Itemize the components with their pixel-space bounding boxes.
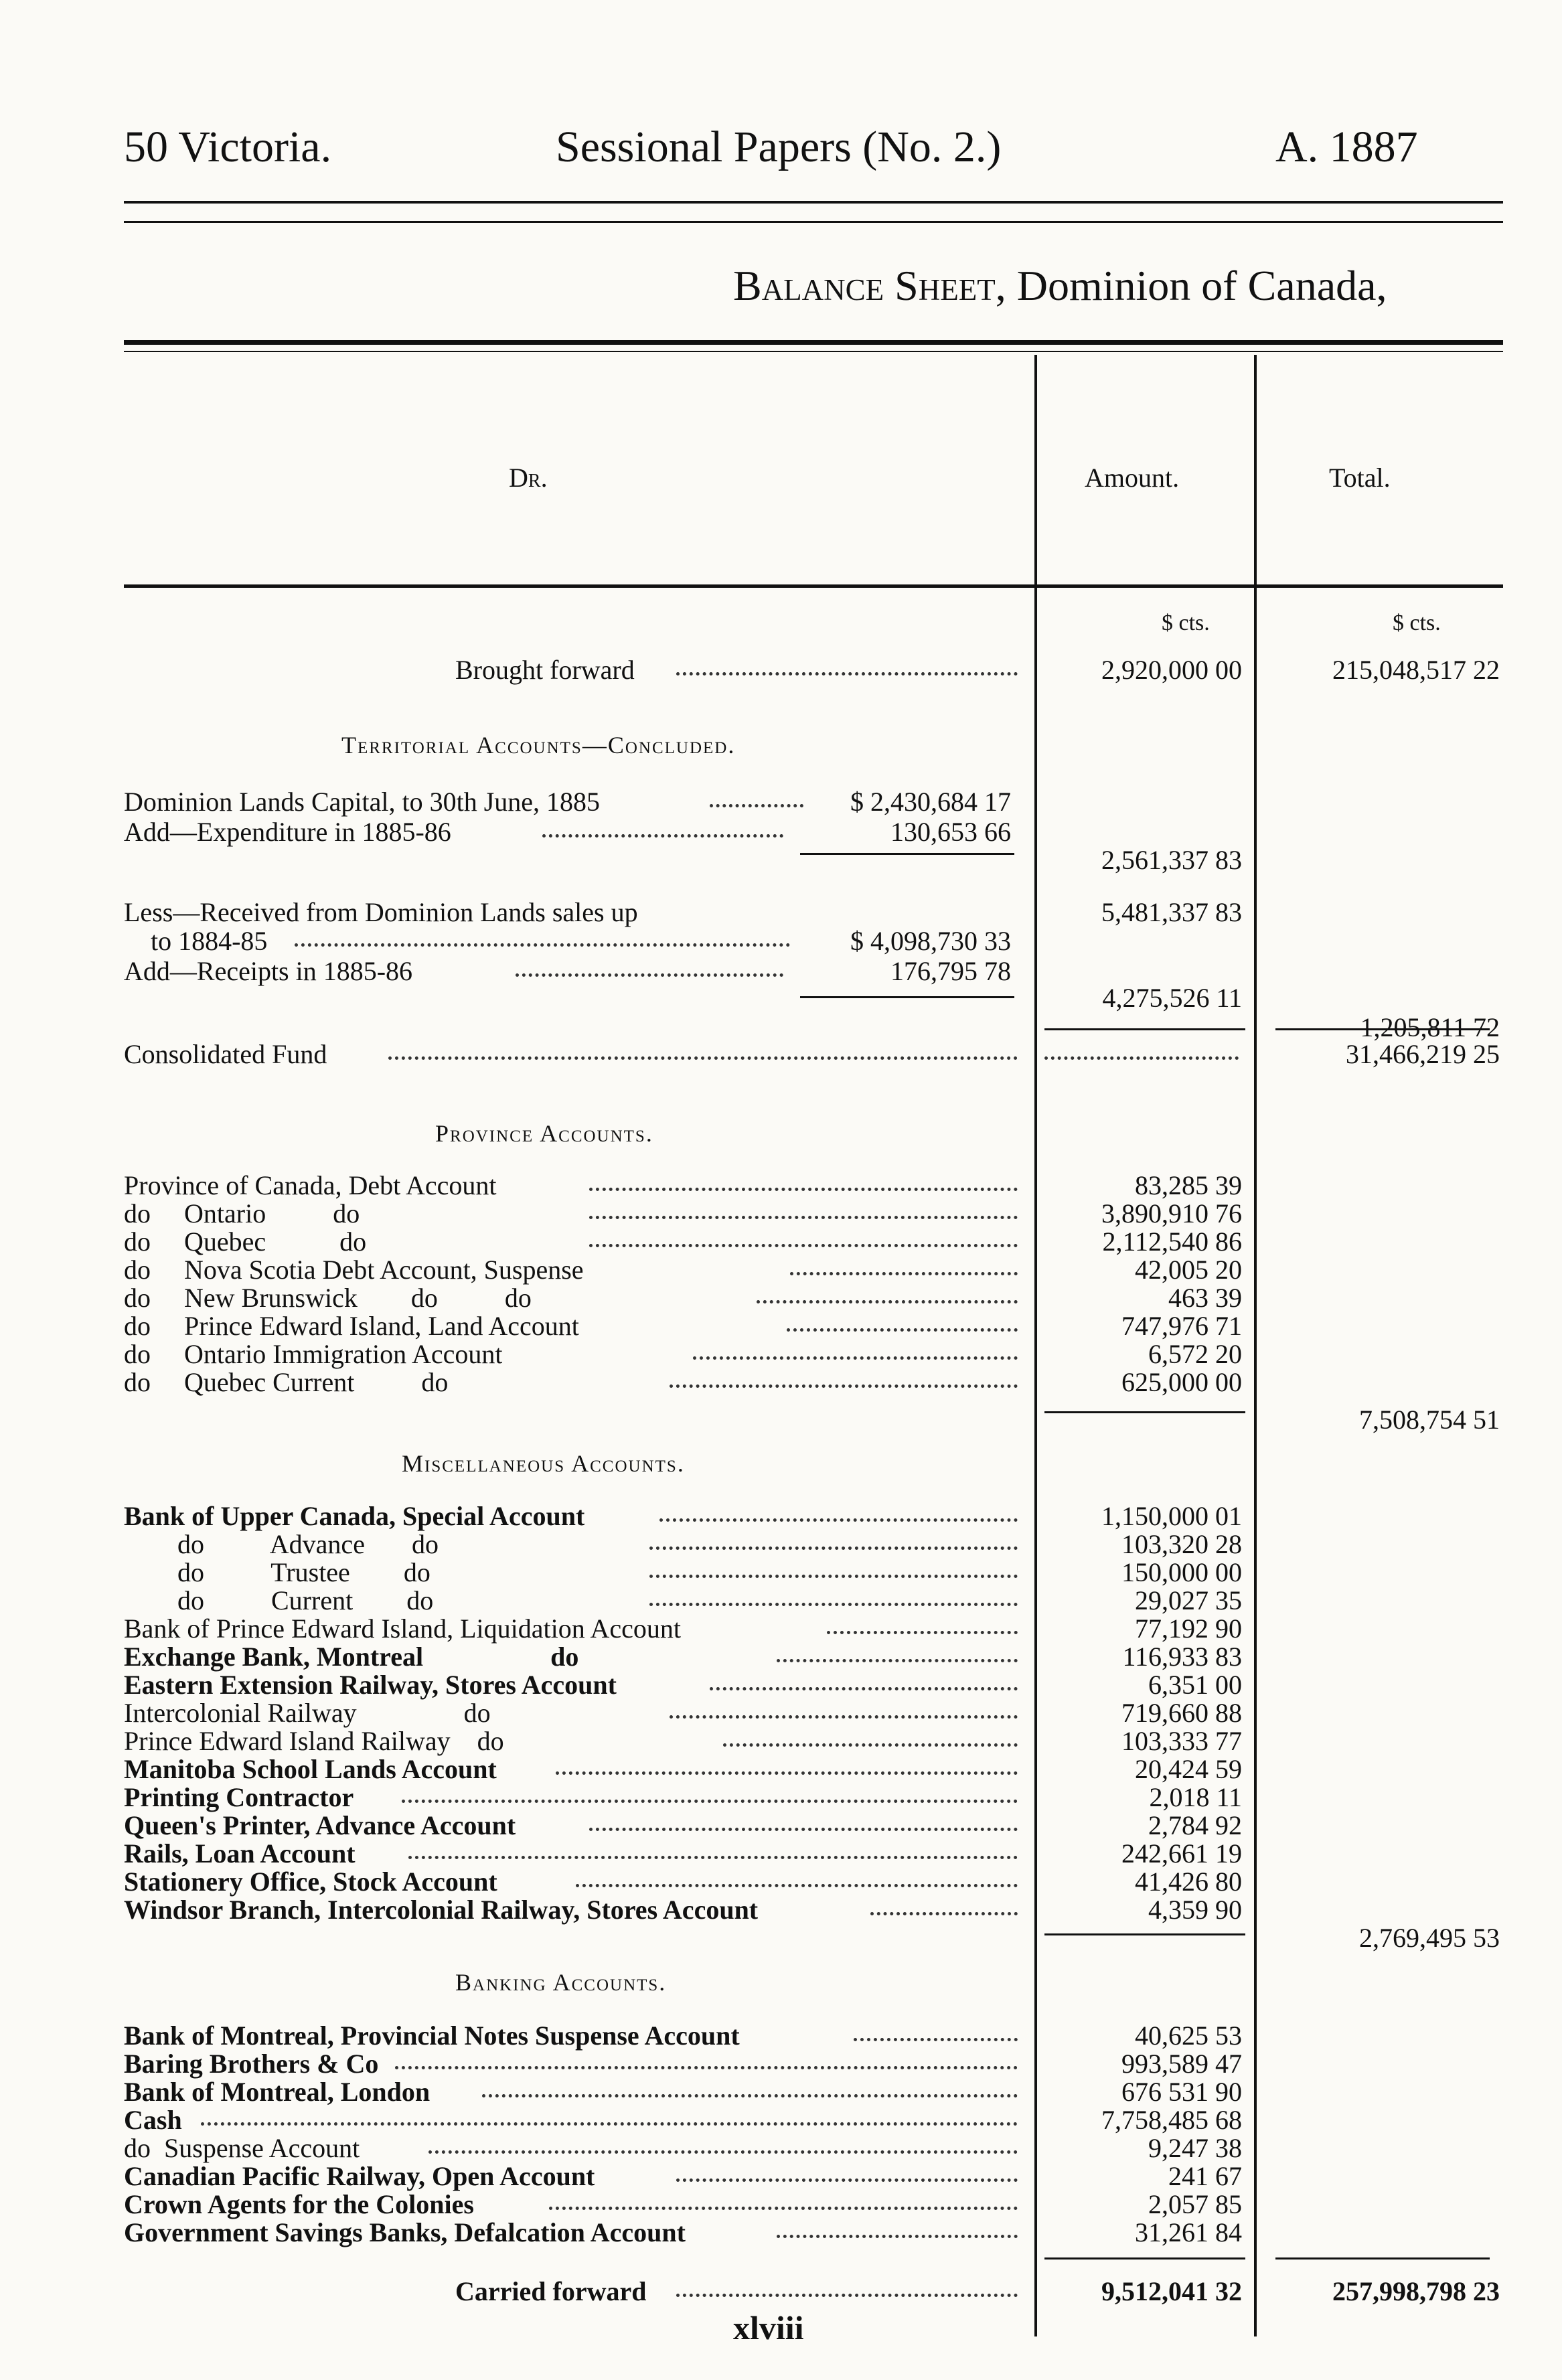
page-folio: xlviii (733, 2309, 804, 2347)
province-amount: 2,112,540 86 (1102, 1226, 1242, 1257)
province-amount: 42,005 20 (1135, 1255, 1242, 1285)
province-label: Province of Canada, Debt Account (124, 1170, 497, 1200)
leader-dots (676, 2294, 1018, 2297)
misc-amount: 103,320 28 (1121, 1529, 1242, 1559)
leader-dots (556, 1771, 1018, 1775)
misc-label: Eastern Extension Railway, Stores Account (124, 1670, 617, 1700)
leader-dots (777, 2235, 1018, 2238)
province-label: do Ontario Immigration Account (124, 1339, 503, 1369)
column-total: Total. (1329, 463, 1391, 493)
leader-dots (295, 943, 790, 947)
less-received-value: $ 4,098,730 33 (850, 926, 1011, 956)
banking-amount: 993,589 47 (1121, 2049, 1242, 2079)
add-expenditure-value: 130,653 66 (890, 817, 1011, 847)
leader-dots (790, 1272, 1018, 1275)
less-received-label: Less—Received from Dominion Lands sales up (124, 897, 638, 927)
misc-amount: 41,426 80 (1135, 1867, 1242, 1897)
leader-dots (201, 2122, 1018, 2126)
banking-amount: 9,247 38 (1148, 2133, 1242, 2163)
misc-row (0, 1585, 1562, 1616)
consolidated-fund-label: Consolidated Fund (124, 1039, 327, 1069)
brought-forward-row (0, 655, 1562, 686)
misc-amount: 150,000 00 (1121, 1557, 1242, 1587)
province-amount: 747,976 71 (1121, 1311, 1242, 1341)
leader-dots (649, 1546, 1018, 1550)
misc-label: do Advance do (124, 1529, 439, 1559)
misc-amount: 719,660 88 (1121, 1698, 1242, 1728)
misc-label: Manitoba School Lands Account (124, 1754, 497, 1784)
leader-dots (549, 2207, 1018, 2210)
table-top-rule-thin (124, 351, 1503, 352)
total-units: $ cts. (1393, 611, 1441, 635)
misc-amount: 29,027 35 (1135, 1585, 1242, 1615)
consolidated-fund-row (0, 1039, 1562, 1070)
leader-dots (402, 1800, 1018, 1803)
misc-label: Printing Contractor (124, 1782, 354, 1812)
subtotal1-amount: 2,561,337 83 (1101, 845, 1242, 875)
leader-dots (693, 1356, 1018, 1360)
banking-row (0, 2020, 1562, 2051)
carried-total-rule (1275, 2257, 1490, 2259)
leader-dots (827, 1631, 1018, 1634)
misc-row (0, 1726, 1562, 1757)
leader-dots (649, 1575, 1018, 1578)
province-label: do Quebec Current do (124, 1367, 449, 1397)
banking-heading: Banking Accounts. (455, 1969, 667, 1996)
header-double-rule-bottom (124, 221, 1503, 223)
misc-amount: 2,018 11 (1149, 1782, 1242, 1812)
province-row (0, 1255, 1562, 1285)
province-total: 7,508,754 51 (1359, 1405, 1500, 1435)
misc-label: Prince Edward Island Railway do (124, 1726, 504, 1756)
misc-amount: 77,192 90 (1135, 1613, 1242, 1644)
province-row (0, 1311, 1562, 1342)
column-amount: Amount. (1085, 463, 1180, 493)
banking-label: Bank of Montreal, London (124, 2077, 431, 2107)
consolidated-fund-total: 31,466,219 25 (1346, 1039, 1500, 1069)
province-label: do Quebec do (124, 1226, 367, 1257)
misc-row (0, 1782, 1562, 1813)
misc-label: Windsor Branch, Intercolonial Railway, Stores Account (124, 1895, 759, 1925)
province-row (0, 1226, 1562, 1257)
banking-label: Bank of Montreal, Provincial Notes Suspense Account (124, 2020, 740, 2051)
leader-dots (670, 1715, 1018, 1719)
leader-dots (395, 2066, 1018, 2069)
leader-dots (576, 1884, 1018, 1887)
misc-amount: 103,333 77 (1121, 1726, 1242, 1756)
banking-amount: 31,261 84 (1135, 2217, 1242, 2247)
leader-dots (589, 1216, 1018, 1219)
province-label: do New Brunswick do do (124, 1283, 532, 1313)
banking-label: Baring Brothers & Co (124, 2049, 379, 2079)
banking-label: Canadian Pacific Railway, Open Account (124, 2161, 595, 2191)
misc-label: Exchange Bank, Montreal do (124, 1642, 579, 1672)
banking-label: Cash (124, 2105, 182, 2135)
misc-row (0, 1557, 1562, 1588)
leader-dots (482, 2094, 1018, 2097)
leader-dots (589, 1244, 1018, 1247)
misc-row (0, 1754, 1562, 1785)
leader-dots (659, 1518, 1018, 1522)
banking-amount: 676 531 90 (1121, 2077, 1242, 2107)
leader-dots (723, 1743, 1018, 1747)
province-label: do Prince Edward Island, Land Account (124, 1311, 579, 1341)
brought-forward-label: Brought forward (455, 655, 635, 685)
lands-capital-row (0, 787, 1562, 817)
banking-amount: 241 67 (1168, 2161, 1242, 2191)
less-received-cont-row (0, 926, 1562, 957)
province-total-row (0, 1405, 1562, 1435)
leader-dots (649, 1603, 1018, 1606)
leader-dots (757, 1300, 1018, 1303)
carried-forward-amount: 9,512,041 32 (1101, 2276, 1242, 2306)
page-title (733, 261, 1387, 311)
leader-dots (870, 1912, 1018, 1915)
banking-row (0, 2161, 1562, 2192)
leader-dots (542, 834, 783, 838)
misc-row (0, 1529, 1562, 1560)
misc-amount: 242,661 19 (1121, 1838, 1242, 1869)
banking-row (0, 2133, 1562, 2164)
misc-label: Bank of Prince Edward Island, Liquidation Account (124, 1613, 682, 1644)
misc-label: do Current do (124, 1585, 434, 1615)
banking-row (0, 2049, 1562, 2079)
less-received-row (0, 897, 1562, 928)
leader-dots (1044, 1056, 1239, 1060)
misc-label: Rails, Loan Account (124, 1838, 356, 1869)
province-row (0, 1283, 1562, 1314)
misc-label: Intercolonial Railway do (124, 1698, 491, 1728)
leader-dots (670, 1384, 1018, 1388)
column-heading-rule (124, 584, 1503, 588)
misc-amount: 2,784 92 (1148, 1810, 1242, 1840)
misc-row (0, 1670, 1562, 1700)
misc-total-row (0, 1923, 1562, 1954)
leader-dots (388, 1056, 1018, 1060)
province-amount: 83,285 39 (1135, 1170, 1242, 1200)
subtotal2-amount: 5,481,337 83 (1101, 897, 1242, 927)
misc-row (0, 1867, 1562, 1897)
lands-capital-label: Dominion Lands Capital, to 30th June, 1885 (124, 787, 601, 817)
leader-dots (589, 1828, 1018, 1831)
misc-amount: 20,424 59 (1135, 1754, 1242, 1784)
subtotal3-amount: 4,275,526 11 (1102, 983, 1242, 1013)
carried-forward-label: Carried forward (455, 2276, 647, 2306)
subtotal3-row (0, 983, 1562, 1014)
misc-amount: 4,359 90 (1148, 1895, 1242, 1925)
amount-units: $ cts. (1162, 611, 1210, 635)
misc-row (0, 1698, 1562, 1729)
table-top-rule-thick (124, 340, 1503, 345)
territorial-heading: Territorial Accounts—Concluded. (341, 732, 736, 759)
banking-label: Crown Agents for the Colonies (124, 2189, 474, 2219)
less-received-cont-label: to 1884-85 (151, 926, 268, 956)
banking-label: Government Savings Banks, Defalcation Account (124, 2217, 686, 2247)
banking-amount: 40,625 53 (1135, 2020, 1242, 2051)
misc-label: Queen's Printer, Advance Account (124, 1810, 516, 1840)
carried-amount-rule (1044, 2257, 1245, 2259)
leader-dots (589, 1188, 1018, 1191)
leader-dots (854, 2038, 1018, 2041)
add-expenditure-row (0, 817, 1562, 848)
brought-forward-total: 215,048,517 22 (1332, 655, 1500, 685)
title-dominion: , Dominion of Canada, (995, 262, 1387, 309)
banking-amount: 2,057 85 (1148, 2189, 1242, 2219)
carried-forward-row (0, 2276, 1562, 2307)
banking-row (0, 2189, 1562, 2220)
subtotal1-row (0, 845, 1562, 876)
banking-row (0, 2105, 1562, 2136)
header-session: 50 Victoria. (124, 123, 332, 171)
add-receipts-value: 176,795 78 (890, 956, 1011, 986)
column-dr: Dr. (509, 463, 548, 493)
province-label: do Ontario do (124, 1198, 360, 1228)
misc-label: Bank of Upper Canada, Special Account (124, 1501, 585, 1531)
header-double-rule-top (124, 201, 1503, 204)
banking-amount: 7,758,485 68 (1101, 2105, 1242, 2135)
misc-label: Stationery Office, Stock Account (124, 1867, 497, 1897)
province-row (0, 1339, 1562, 1370)
territorial-total: 1,205,811 72 (1360, 1012, 1500, 1042)
misc-amount: 6,351 00 (1148, 1670, 1242, 1700)
leader-dots (676, 2178, 1018, 2182)
misc-amount: 116,933 83 (1122, 1642, 1242, 1672)
misc-row (0, 1642, 1562, 1672)
province-amount: 3,890,910 76 (1101, 1198, 1242, 1228)
province-amount: 6,572 20 (1148, 1339, 1242, 1369)
leader-dots (787, 1328, 1018, 1332)
banking-row (0, 2077, 1562, 2108)
misc-row (0, 1810, 1562, 1841)
province-amount: 625,000 00 (1121, 1367, 1242, 1397)
province-amount: 463 39 (1168, 1283, 1242, 1313)
brought-forward-amount: 2,920,000 00 (1101, 655, 1242, 685)
carried-forward-total: 257,998,798 23 (1332, 2276, 1500, 2306)
province-row (0, 1170, 1562, 1201)
misc-heading: Miscellaneous Accounts. (402, 1450, 685, 1477)
leader-dots (710, 1687, 1018, 1690)
province-row (0, 1367, 1562, 1398)
add-receipts-label: Add—Receipts in 1885-86 (124, 956, 413, 986)
header-year: A. 1887 (1275, 123, 1418, 171)
leader-dots (408, 1856, 1018, 1859)
misc-label: do Trustee do (124, 1557, 431, 1587)
lands-capital-value: $ 2,430,684 17 (850, 787, 1011, 817)
leader-dots (777, 1659, 1018, 1662)
province-row (0, 1198, 1562, 1229)
add-expenditure-label: Add—Expenditure in 1885-86 (124, 817, 451, 847)
leader-dots (516, 973, 783, 977)
province-heading: Province Accounts. (435, 1120, 653, 1147)
misc-total: 2,769,495 53 (1359, 1923, 1500, 1953)
banking-row (0, 2217, 1562, 2248)
misc-row (0, 1838, 1562, 1869)
banking-label: do Suspense Account (124, 2133, 360, 2163)
province-label: do Nova Scotia Debt Account, Suspense (124, 1255, 584, 1285)
header-series: Sessional Papers (No. 2.) (556, 123, 1002, 171)
title-balance-sheet: Balance Sheet (733, 262, 996, 309)
leader-dots (676, 672, 1018, 676)
leader-dots (428, 2150, 1018, 2154)
misc-row (0, 1501, 1562, 1532)
misc-row (0, 1895, 1562, 1925)
misc-row (0, 1613, 1562, 1644)
misc-amount: 1,150,000 01 (1101, 1501, 1242, 1531)
